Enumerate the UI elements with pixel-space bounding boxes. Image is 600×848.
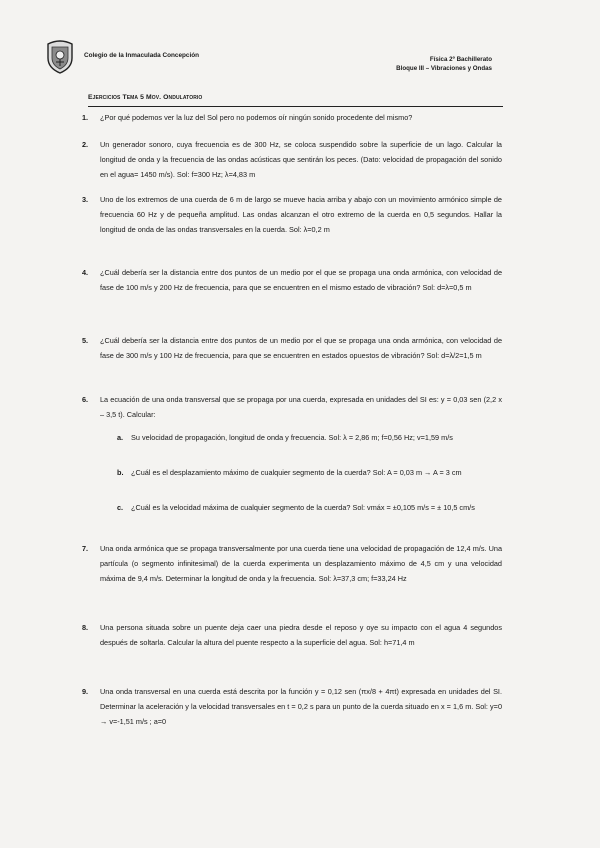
subitem-text: ¿Cuál es el desplazamiento máximo de cualquier segmento de la cuerda? Sol: A = 0,03 m → A = 3 cm [131,468,462,477]
question-5 [82,333,502,363]
subitem-a [117,430,501,445]
question-text: Un generador sonoro, cuya frecuencia es de 300 Hz, se coloca suspendido sobre la superficie de un lago. Calcular la longitud de onda y la frecuencia de las ondas acústicas que sentirán los peces. (Dato: velocidad de propagación del sonido en el agua= 1450 m/s). Sol: f=300 Hz; λ=4,83 m [100,140,502,179]
course-info [396,55,492,73]
question-text: Una onda transversal en una cuerda está descrita por la función y = 0,12 sen (πx/8 + 4πt) expresada en unidades del SI. Determinar la aceleración y la velocidad transversales en t = 0,2 s para un punto de la cuerda situado en x = 1,6 m. Sol: y=0 → v=-1,51 m/s ; a=0 [100,687,502,726]
subitem-text: ¿Cuál es la velocidad máxima de cualquier segmento de la cuerda? Sol: vmáx = ±0,105 m/s = ± 10,5 cm/s [131,503,475,512]
question-number: 3. [82,195,89,204]
question-text: ¿Cuál debería ser la distancia entre dos puntos de un medio por el que se propaga una onda armónica, con velocidad de fase de 300 m/s y 100 Hz de frecuencia, para que se encuentren en estados opuestos de vibración? Sol: d=λ/2=1,5 m [100,336,502,360]
school-crest-icon [44,38,76,74]
subitem-b [117,465,501,480]
question-text: ¿Cuál debería ser la distancia entre dos puntos de un medio por el que se propaga una onda armónica, con velocidad de fase de 100 m/s y 200 Hz de frecuencia, para que se encuentren en el mismo estado de vibración? Sol: d=λ=0,5 m [100,268,502,292]
subitem-label: a. [117,433,124,442]
question-number: 6. [82,395,89,404]
question-1 [82,110,502,125]
title-row [88,86,503,107]
question-number: 7. [82,544,89,553]
question-4 [82,265,502,295]
question-number: 8. [82,623,89,632]
question-number: 2. [82,140,89,149]
question-9 [82,684,502,729]
subitem-label: c. [117,503,124,512]
question-8 [82,620,502,650]
question-6 [82,392,502,422]
subitem-c [117,500,501,515]
question-number: 1. [82,113,89,122]
question-text: Una persona situada sobre un puente deja caer una piedra desde el reposo y oye su impacto con el agua 4 segundos después de soltarla. Calcular la altura del puente respecto a la superficie del agua. Sol: h=71,4 m [100,623,502,647]
subitem-label: b. [117,468,124,477]
question-text: La ecuación de una onda transversal que se propaga por una cuerda, expresada en unidades del SI es: y = 0,03 sen (2,2 x – 3,5 t). Calcular: [100,395,502,419]
course-line-2: Bloque III – Vibraciones y Ondas [396,65,492,72]
page-title: Ejercicios Tema 5 Mov. Ondulatorio [88,94,203,101]
question-number: 4. [82,268,89,277]
question-number: 9. [82,687,89,696]
question-text: Una onda armónica que se propaga transversalmente por una cuerda tiene una velocidad de propagación de 12,4 m/s. Una partícula (o segmento infinitesimal) de la cuerda experimenta un desplazamiento máximo de 4,5 cm y una velocidad máxima de 9,4 m/s. Determinar la longitud de onda y la frecuencia. Sol: λ=37,3 cm; f=33,24 Hz [100,544,502,583]
question-number: 5. [82,336,89,345]
question-text: ¿Por qué podemos ver la luz del Sol pero no podemos oír ningún sonido procedente del mismo? [100,113,413,122]
question-text: Uno de los extremos de una cuerda de 6 m de largo se mueve hacia arriba y abajo con un movimiento armónico simple de frecuencia 60 Hz y de pequeña amplitud. Las ondas alcanzan el otro extremo de la cuerda en 0,5 segundos. Hallar la longitud de onda de las ondas transversales en la cuerda. Sol: λ=0,2 m [100,195,502,234]
question-2 [82,137,502,182]
question-3 [82,192,502,237]
course-line-1: Física 2º Bachillerato [429,56,492,63]
school-name: Colegio de la Inmaculada Concepción [84,52,200,59]
question-7 [82,541,502,586]
subitem-text: Su velocidad de propagación, longitud de onda y frecuencia. Sol: λ = 2,86 m; f=0,56 Hz; v=1,59 m/s [131,433,453,442]
